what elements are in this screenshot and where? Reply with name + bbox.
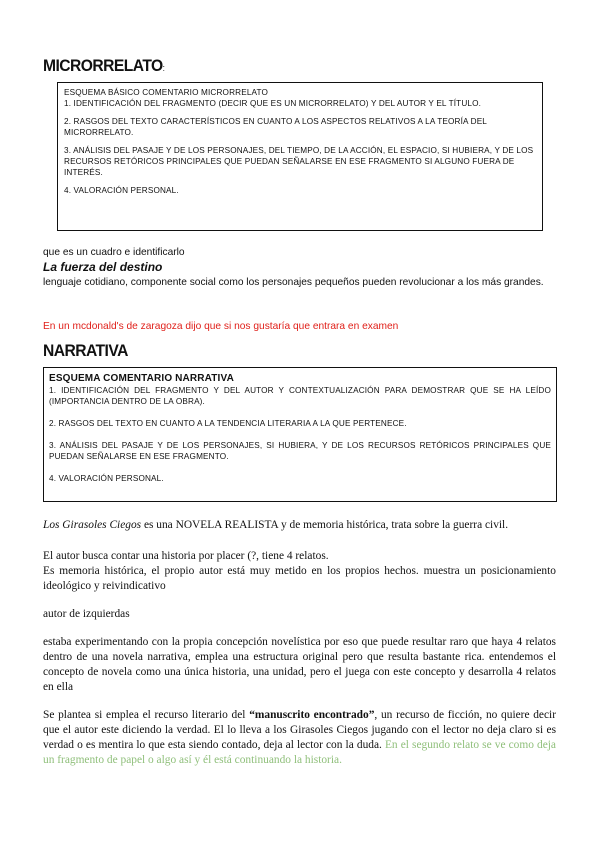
work-title-fuerza-destino: La fuerza del destino — [43, 260, 163, 274]
microrrelato-heading: MICRORRELATO: — [43, 56, 165, 75]
note-red-mcdonalds: En un mcdonald's de zaragoza dijo que si nos gustaría que entrara en examen — [43, 321, 399, 332]
microrrelato-item-4: 4. VALORACIÓN PERSONAL. — [64, 186, 179, 195]
note-lenguaje: lenguaje cotidiano, componente social como los personajes pequeños pueden revolucionar a los más grandes. — [43, 277, 544, 288]
paragraph-girasoles: Los Girasoles Ciegos es una NOVELA REALISTA y de memoria histórica, trata sobre la guerra civil. — [43, 519, 509, 531]
paragraph-memoria-historica: Es memoria histórica, el propio autor está muy metido en los propios hechos. muestra un posicionamiento ideológico y reivindicativo — [43, 565, 556, 592]
microrrelato-box-title: ESQUEMA BÁSICO COMENTARIO MICRORRELATO — [64, 88, 269, 97]
note-cuadro: que es un cuadro e identificarlo — [43, 247, 185, 258]
narrativa-item-2: 2. RASGOS DEL TEXTO EN CUANTO A LA TENDENCIA LITERARIA A LA QUE PERTENECE. — [49, 419, 407, 428]
narrativa-scheme-box — [43, 367, 557, 502]
microrrelato-scheme-box — [57, 82, 543, 231]
narrativa-item-1: 1. IDENTIFICACIÓN DEL FRAGMENTO Y DEL AUTOR Y CONTEXTUALIZACIÓN PARA DEMOSTRAR QUE SE HA LEÍDO (IMPORTANCIA DENTRO DE LA OBRA). — [49, 386, 551, 406]
paragraph-manuscrito: Se plantea si emplea el recurso literario del “manuscrito encontrado”, un recurso de ficción, no quiere decir que el autor este diciendo la verdad. El lo lleva a los Girasoles Ciegos jugando con el lector no deja claro si es verdad o es mentira lo que esta siendo contado, deja al lector con la duda. En el segundo relato se ve como deja un fragmento de papel o algo así y él está continuando la historia. — [43, 709, 556, 766]
microrrelato-item-3: 3. ANÁLISIS DEL PASAJE Y DE LOS PERSONAJES, DEL TIEMPO, DE LA ACCIÓN, EL ESPACIO, SI HUBIERA, Y DE LOS RECURSOS RETÓRICOS PRINCIPALES QUE PUEDAN SEÑALARSE EN ESE FRAGMENTO SI ALGUNO FUERA DE INTERÉS. — [64, 146, 534, 177]
microrrelato-item-1: 1. IDENTIFICACIÓN DEL FRAGMENTO (DECIR QUE ES UN MICRORRELATO) Y DEL AUTOR Y EL TÍTULO. — [64, 99, 482, 108]
narrativa-box-title: ESQUEMA COMENTARIO NARRATIVA — [49, 373, 234, 384]
narrativa-item-3: 3. ANÁLISIS DEL PASAJE Y DE LOS PERSONAJES, SI HUBIERA, Y DE LOS RECURSOS RETÓRICOS PRINCIPALES QUE PUEDAN SEÑALARSE EN ESE FRAGMENTO. — [49, 441, 551, 461]
microrrelato-item-2: 2. RASGOS DEL TEXTO CARACTERÍSTICOS EN CUANTO A LOS ASPECTOS RELATIVOS A LA TEORÍA DEL MICRORRELATO. — [64, 117, 487, 137]
narrativa-item-4: 4. VALORACIÓN PERSONAL. — [49, 474, 164, 483]
paragraph-autor-busca: El autor busca contar una historia por placer (?, tiene 4 relatos. — [43, 550, 329, 562]
paragraph-autor-izquierdas: autor de izquierdas — [43, 608, 130, 620]
narrativa-heading: NARRATIVA — [43, 341, 128, 360]
paragraph-experimentando: estaba experimentando con la propia concepción novelística por eso que puede resultar raro que haya 4 relatos dentro de una novela narrativa, emplea una estructura original pero que resulta bastante rica. entendemos el concepto de novela como una única historia, una unidad, pero el juega con este concepto y desarrolla 4 relatos en ella — [43, 636, 556, 693]
